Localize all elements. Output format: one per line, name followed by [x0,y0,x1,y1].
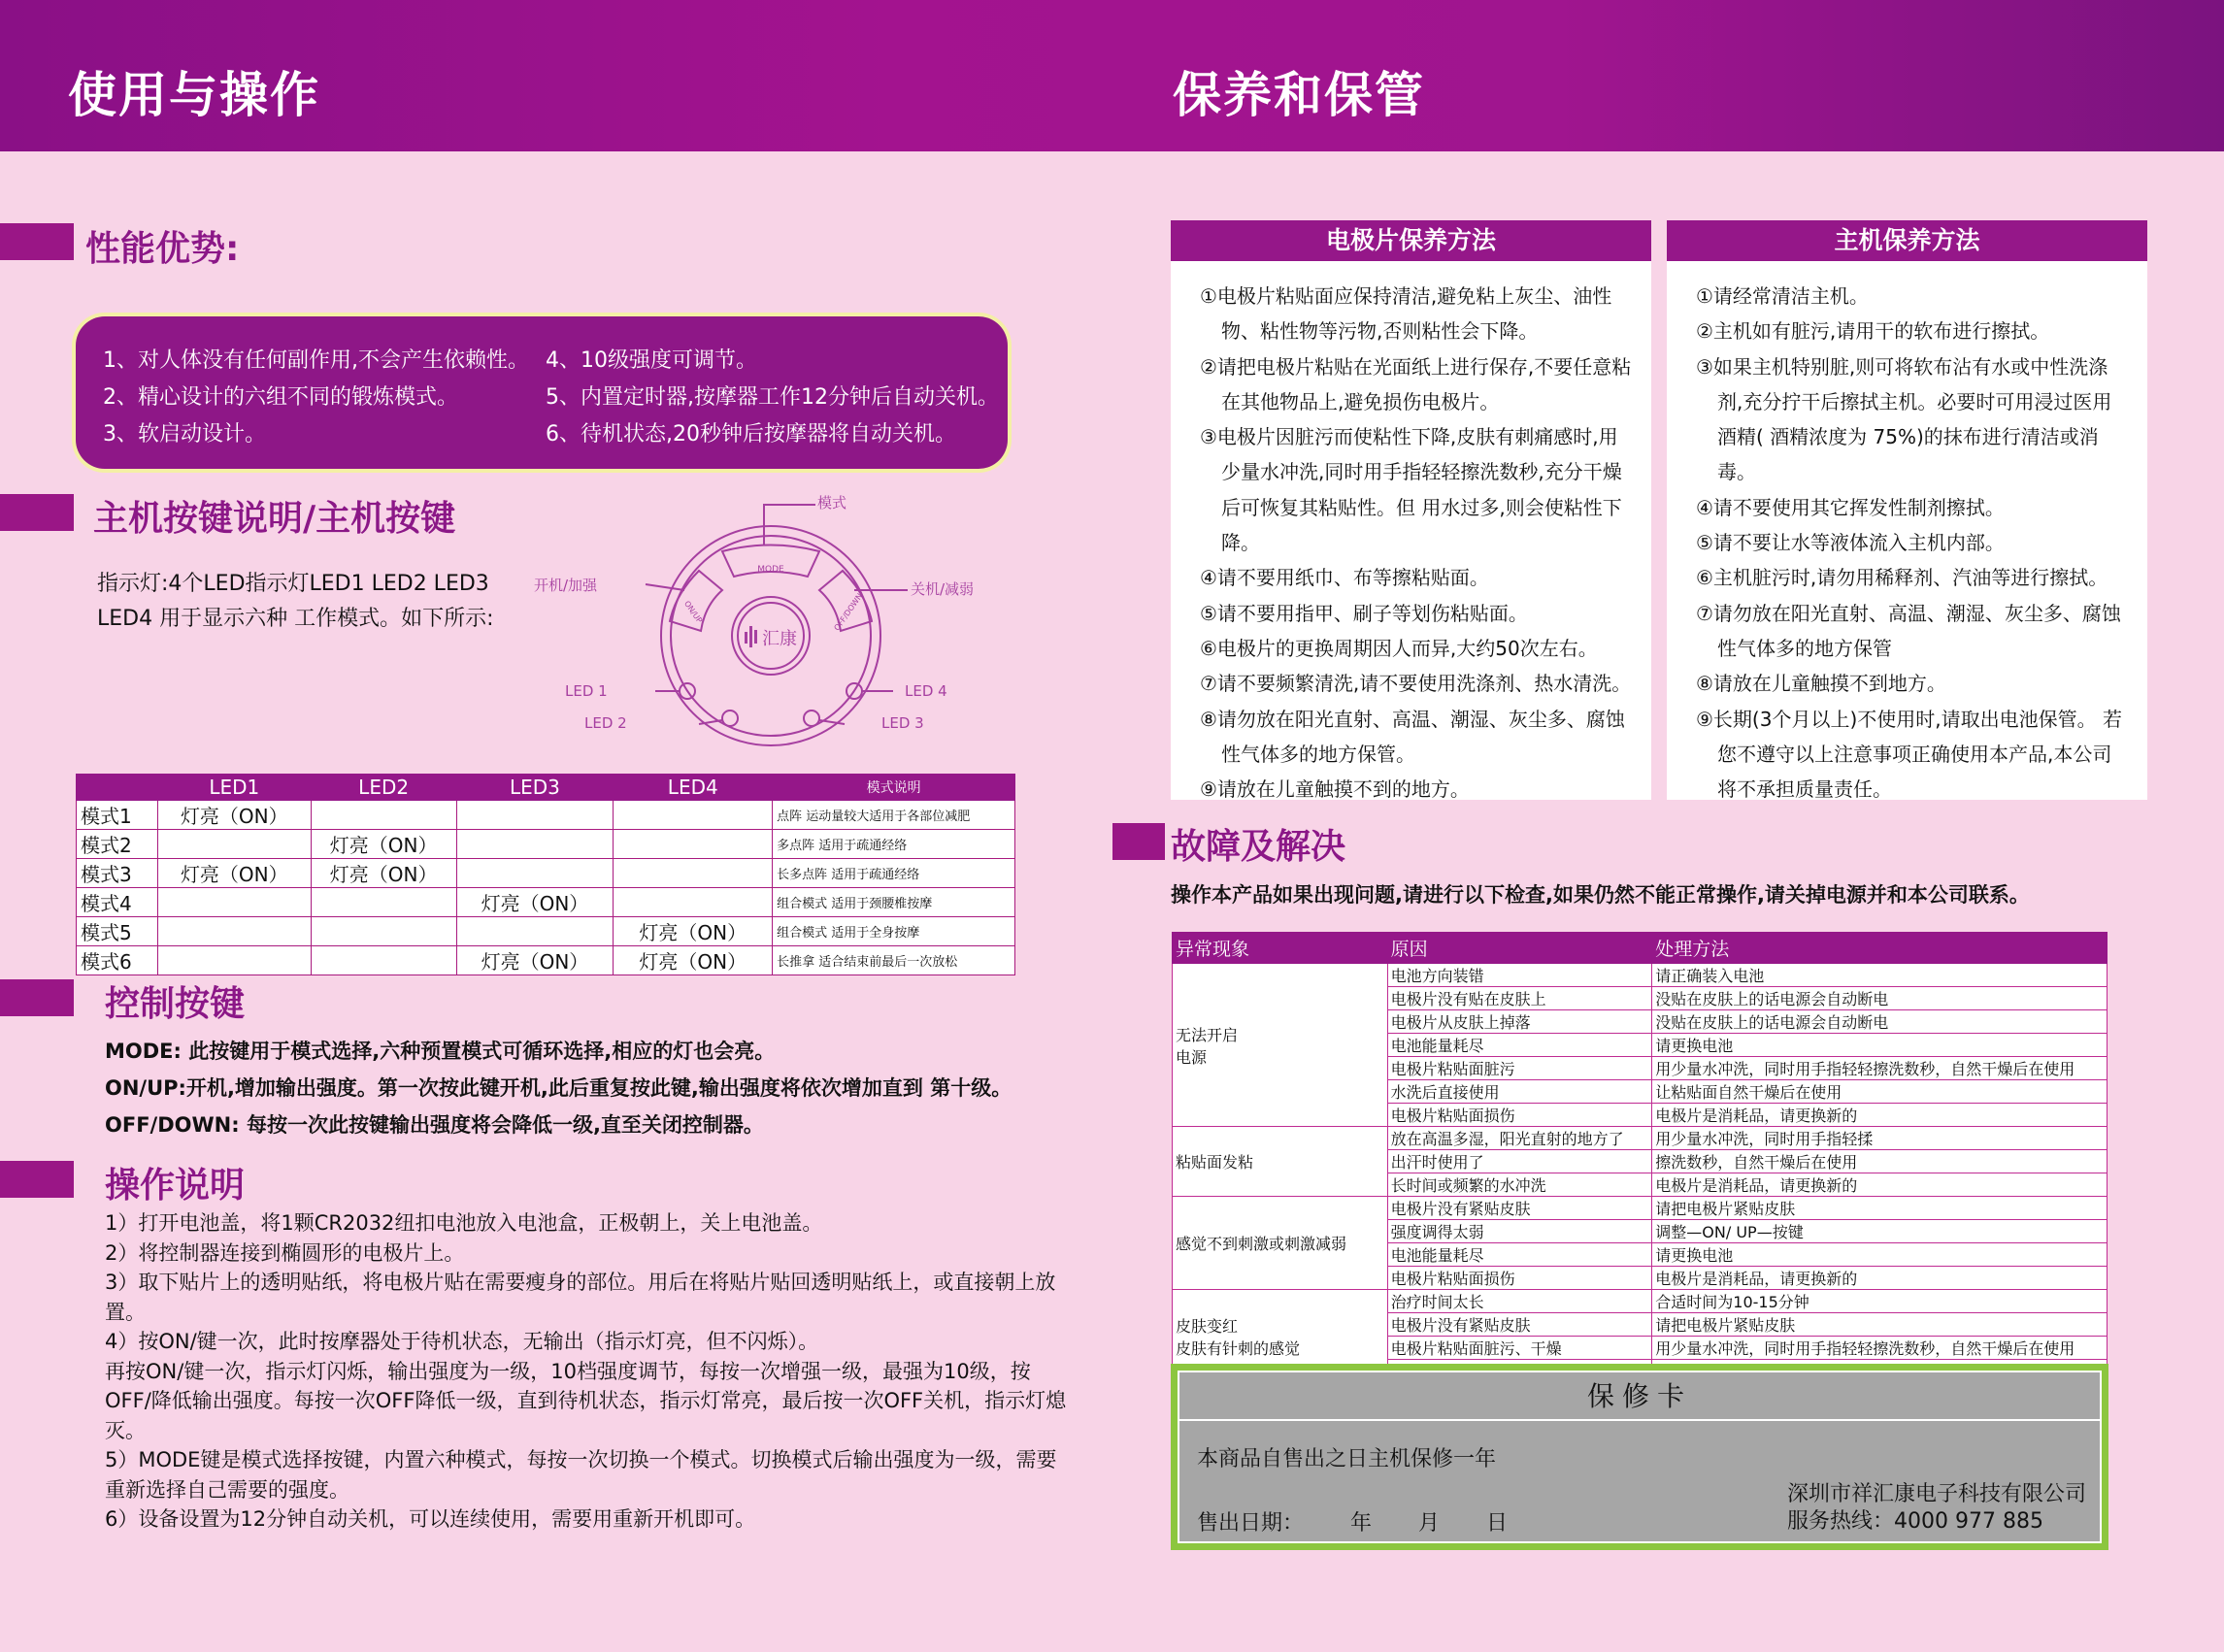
led-cell: 灯亮（ON） [311,830,456,859]
fault-cause: 水洗后直接使用 [1387,1080,1652,1104]
diagram-label-off: 关机/减弱 [911,580,975,598]
fault-symptom [1173,964,1388,1127]
led-table-header: LED2 [311,775,456,801]
fault-symptom-line: 电源 [1176,1047,1208,1067]
advantage-item: 4、10级强度可调节。 [546,348,757,373]
table-row [1173,1197,2108,1220]
advantage-item: 3、软启动设计。 [103,422,266,446]
fault-cause: 电池能量耗尽 [1387,1243,1652,1267]
electrode-care-item: ⑤请不要用指甲、刷子等划伤粘贴面。 [1200,601,1528,625]
fault-fix: 调整—ON/ UP—按键 [1652,1220,2108,1243]
fault-fix: 电极片是消耗品，请更换新的 [1652,1173,2108,1197]
buttons-section-bar [0,494,74,531]
control-title: 控制按键 [105,984,246,1024]
electrode-care-title: 电极片保养方法 [1171,220,1651,261]
fault-table-header-row [1173,933,2108,964]
fault-fix: 请把电极片紧贴皮肤 [1652,1197,2108,1220]
led-cell [157,946,311,975]
led-cell [311,888,456,917]
advantage-item: 5、内置定时器,按摩器工作12分钟后自动关机。 [546,385,999,410]
fault-cause: 电极片没有紧贴皮肤 [1387,1197,1652,1220]
diagram-led4: LED 4 [905,682,947,700]
electrode-care-item: ①电极片粘贴面应保持清洁,避免粘上灰尘、油性物、粘性物等污物,否则粘性会下降。 [1200,284,1612,344]
host-care-item: ④请不要使用其它挥发性制剂擦拭。 [1696,495,2005,519]
right-page-title: 保养和保管 [1173,67,1425,123]
fault-title: 故障及解决 [1171,827,1346,867]
led-cell: 长多点阵 适用于疏通经络 [773,859,1015,888]
control-key-text: 开机,增加输出强度。第一次按此键开机,此后重复按此键,输出强度将依次增加直到 第十级。 [185,1076,1012,1100]
fault-cause: 电极片没有紧贴皮肤 [1387,1313,1652,1337]
fault-fix: 没贴在皮肤上的话电源会自动断电 [1652,1010,2108,1034]
operation-step: 5）MODE键是模式选择按键，内置六种模式，每按一次切换一个模式。切换模式后输出强度为一级，需要重新选择自己需要的强度。 [105,1448,1057,1502]
led-cell: 组合模式 适用于全身按摩 [773,917,1015,946]
table-row [77,801,1015,830]
led-table-header: LED3 [456,775,614,801]
diagram-led3: LED 3 [881,714,924,732]
electrode-care-item: ②请把电极片粘贴在光面纸上进行保存,不要任意粘在其他物品上,避免损伤电极片。 [1200,354,1632,413]
led-cell: 长推拿 适合结束前最后一次放松 [773,946,1015,975]
fault-cause: 电池方向装错 [1387,964,1652,987]
fault-cause: 治疗时间太长 [1387,1290,1652,1313]
fault-fix: 用少量水冲洗，同时用手指轻轻擦洗数秒，自然干燥后在使用 [1652,1057,2108,1080]
led-cell: 模式5 [77,917,158,946]
led-table-header-row [77,775,1015,801]
host-care-item: ⑦请勿放在阳光直射、高温、潮湿、灰尘多、腐蚀性气体多的地方保管 [1696,601,2121,660]
led-mode-table [76,774,1015,975]
led-cell: 模式3 [77,859,158,888]
advantages-title: 性能优势: [85,229,240,269]
host-care-item: ⑥主机脏污时,请勿用稀释剂、汽油等进行擦拭。 [1696,566,2108,590]
controller-diagram [524,485,1010,757]
sale-date-year: 年 [1350,1511,1373,1536]
warranty-title: 保修卡 [1179,1372,2100,1421]
control-off-line [105,1109,764,1139]
warranty-card [1171,1364,2108,1550]
operation-step: 3）取下贴片上的透明贴纸，将电极片贴在需要瘦身的部位。用后在将贴片贴回透明贴纸上，或直接朝上放置。 [105,1271,1056,1324]
control-key-text: 每按一次此按键输出强度将会降低一级,直至关闭控制器。 [239,1113,764,1137]
fault-symptom-line: 感觉不到刺激或刺激减弱 [1176,1235,1347,1253]
electrode-care-item: ⑧请勿放在阳光直射、高温、潮湿、灰尘多、腐蚀性气体多的地方保管。 [1200,707,1625,766]
control-key-label: MODE: [105,1040,182,1063]
operation-step: 4）按ON/键一次，此时按摩器处于待机状态，无输出（指示灯亮，但不闪烁）。 [105,1330,819,1353]
buttons-title: 主机按键说明/主机按键 [93,499,456,539]
fault-fix: 请更换电池 [1652,1243,2108,1267]
fault-symptom-line: 粘贴面发粘 [1176,1153,1254,1172]
table-row [1173,1290,2108,1313]
fault-fix: 请把电极片紧贴皮肤 [1652,1313,2108,1337]
led-cell: 灯亮（ON） [456,888,614,917]
diagram-on-key: ON/UP [682,599,705,625]
fault-header: 原因 [1387,933,1652,964]
electrode-care-item: ④请不要用纸巾、布等擦粘贴面。 [1200,566,1489,590]
led-cell [614,801,773,830]
led-cell [456,859,614,888]
led-table-header [77,775,158,801]
control-on-line [105,1073,1012,1102]
diagram-mode-key: MODE [757,565,784,575]
table-row [77,946,1015,975]
fault-fix: 让粘贴面自然干燥后在使用 [1652,1080,2108,1104]
fault-cause: 电极片粘贴面损伤 [1387,1104,1652,1127]
led-cell [157,917,311,946]
led-description-line2: LED4 用于显示六种 工作模式。如下所示: [97,607,494,631]
fault-cause: 放在高温多湿，阳光直射的地方了 [1387,1127,1652,1150]
led-cell: 模式4 [77,888,158,917]
host-care-title: 主机保养方法 [1667,220,2147,261]
led-cell [614,859,773,888]
led-cell [157,888,311,917]
led-cell: 模式6 [77,946,158,975]
table-row [77,830,1015,859]
led-cell: 灯亮（ON） [157,859,311,888]
electrode-care-item: ⑦请不要频繁清洗,请不要使用洗涤剂、热水清洗。 [1200,672,1632,696]
fault-cause: 电极片粘贴面损伤 [1387,1267,1652,1290]
fault-cause: 长时间或频繁的水冲洗 [1387,1173,1652,1197]
fault-fix: 合适时间为10-15分钟 [1652,1290,2108,1313]
advantages-box [76,316,1008,469]
fault-fix: 请更换电池 [1652,1034,2108,1057]
electrode-care-item: ⑥电极片的更换周期因人而异,大约50次左右。 [1200,636,1598,660]
table-row [77,859,1015,888]
led-cell [311,946,456,975]
host-care-item: ⑧请放在儿童触摸不到地方。 [1696,672,1946,696]
operation-step: 6）设备设置为12分钟自动关机，可以连续使用，需要用重新开机即可。 [105,1507,756,1531]
service-hotline: 服务热线：4000 977 885 [1787,1509,2043,1534]
led-cell: 多点阵 适用于疏通经络 [773,830,1015,859]
control-key-label: OFF/DOWN: [105,1113,240,1137]
control-section-bar [0,979,74,1016]
fault-symptom-line: 皮肤变红 [1176,1316,1239,1336]
advantage-item: 1、对人体没有任何副作用,不会产生依赖性。 [103,348,529,373]
led-table-header: 模式说明 [773,775,1015,801]
led-cell: 模式1 [77,801,158,830]
led-cell [456,917,614,946]
led-cell [614,888,773,917]
led-cell: 灯亮（ON） [157,801,311,830]
led-table-header: LED4 [614,775,773,801]
host-care-card [1667,220,2147,800]
diagram-brand: 汇康 [762,629,797,649]
fault-fix: 没贴在皮肤上的话电源会自动断电 [1652,987,2108,1010]
electrode-care-item: ③电极片因脏污而使粘性下降,皮肤有刺痛感时,用少量水冲洗,同时用手指轻轻擦洗数秒,充分干燥后可恢复其粘贴性。但 用水过多,则会使粘性下降。 [1200,425,1622,555]
table-row [77,888,1015,917]
control-key-label: ON/UP: [105,1076,186,1100]
led-cell [311,917,456,946]
fault-cause: 电池能量耗尽 [1387,1034,1652,1057]
fault-fix: 电极片是消耗品，请更换新的 [1652,1104,2108,1127]
fault-symptom [1173,1127,1388,1197]
brand-logo-icon [745,626,757,647]
led-cell: 模式2 [77,830,158,859]
left-page-title: 使用与操作 [68,67,320,123]
fault-header: 处理方法 [1652,933,2108,964]
led-cell: 灯亮（ON） [614,946,773,975]
led-cell: 灯亮（ON） [456,946,614,975]
led-table-header: LED1 [157,775,311,801]
fault-intro: 操作本产品如果出现问题,请进行以下检查,如果仍然不能正常操作,请关掉电源并和本公司联系。 [1171,883,2030,907]
table-row [1173,1127,2108,1150]
led-cell: 组合模式 适用于颈腰椎按摩 [773,888,1015,917]
fault-cause: 电极片从皮肤上掉落 [1387,1010,1652,1034]
led-cell: 点阵 运动量较大适用于各部位减肥 [773,801,1015,830]
operation-step: 再按ON/键一次，指示灯闪烁，输出强度为一级，10档强度调节，每按一次增强一级，最强为10级，按OFF/降低输出强度。每按一次OFF降低一级，直到待机状态，指示灯常亮，最后按一次OFF关机，指示灯熄灭。 [105,1359,1067,1442]
fault-cause: 强度调得太弱 [1387,1220,1652,1243]
header-bar [0,0,2224,151]
diagram-label-mode: 模式 [817,494,847,512]
operation-step: 1）打开电池盖，将1颗CR2032纽扣电池放入电池盒，正极朝上，关上电池盖。 [105,1211,823,1235]
led-description-line1: 指示灯:4个LED指示灯LED1 LED2 LED3 [97,572,489,596]
host-care-item: ②主机如有脏污,请用干的软布进行擦拭。 [1696,319,2050,344]
operation-text [105,1208,1076,1535]
host-care-item: ①请经常清洁主机。 [1696,284,1869,308]
fault-symptom [1173,1197,1388,1290]
fault-fix: 电极片是消耗品，请更换新的 [1652,1267,2108,1290]
host-care-item: ⑤请不要让水等液体流入主机内部。 [1696,531,2005,555]
control-mode-line [105,1036,775,1065]
fault-cause: 电极片粘贴面脏污、干燥 [1387,1337,1652,1360]
fault-cause: 电极片没有贴在皮肤上 [1387,987,1652,1010]
fault-symptom-line: 无法开启 [1176,1025,1239,1044]
diagram-off-key: OFF/DOWN [832,591,865,633]
led-cell [456,801,614,830]
advantages-section-bar [0,223,74,260]
operation-step: 2）将控制器连接到椭圆形的电极片上。 [105,1240,465,1265]
warranty-terms: 本商品自售出之日主机保修一年 [1197,1447,1497,1471]
led-cell [614,830,773,859]
diagram-led1: LED 1 [565,682,608,700]
led-cell: 灯亮（ON） [311,859,456,888]
sale-date-month: 月 [1418,1511,1441,1536]
table-row [77,917,1015,946]
host-care-item: ③如果主机特别脏,则可将软布沾有水或中性洗涤剂,充分拧干后擦拭主机。必要时可用浸过医用酒精( 酒精浓度为 75%)的抹布进行清洁或消毒。 [1696,354,2112,484]
electrode-care-card [1171,220,1651,800]
fault-symptom-line: 皮肤有针刺的感觉 [1176,1338,1301,1358]
host-care-item: ⑨长期(3个月以上)不使用时,请取出电池保管。 若您不遵守以上注意事项正确使用本产品,本公司将不承担质量责任。 [1696,707,2122,802]
company-name: 深圳市祥汇康电子科技有限公司 [1787,1482,2087,1506]
electrode-care-item: ⑨请放在儿童触摸不到的地方。 [1200,777,1470,802]
control-key-text: 此按键用于模式选择,六种预置模式可循环选择,相应的灯也会亮。 [181,1040,776,1063]
diagram-label-on: 开机/加强 [534,577,598,594]
fault-table [1172,932,2108,1383]
advantage-item: 6、待机状态,20秒钟后按摩器将自动关机。 [546,422,956,446]
advantage-item: 2、精心设计的六组不同的锻炼模式。 [103,385,458,410]
fault-fix: 擦洗数秒，自然干燥后在使用 [1652,1150,2108,1173]
diagram-led2: LED 2 [584,714,627,732]
table-row [1173,964,2108,987]
led-cell: 灯亮（ON） [614,917,773,946]
operation-section-bar [0,1161,74,1198]
sale-date-label: 售出日期： [1197,1511,1305,1536]
led-cell [456,830,614,859]
fault-cause: 出汗时使用了 [1387,1150,1652,1173]
fault-fix: 请正确装入电池 [1652,964,2108,987]
operation-title: 操作说明 [105,1166,246,1206]
fault-fix: 用少量水冲洗，同时用手指轻轻擦洗数秒，自然干燥后在使用 [1652,1337,2108,1360]
fault-cause: 电极片粘贴面脏污 [1387,1057,1652,1080]
led-cell [311,801,456,830]
fault-header: 异常现象 [1173,933,1388,964]
sale-date-day: 日 [1486,1511,1509,1536]
fault-section-bar [1112,823,1165,860]
fault-fix: 用少量水冲洗，同时用手指轻揉 [1652,1127,2108,1150]
led-cell [157,830,311,859]
